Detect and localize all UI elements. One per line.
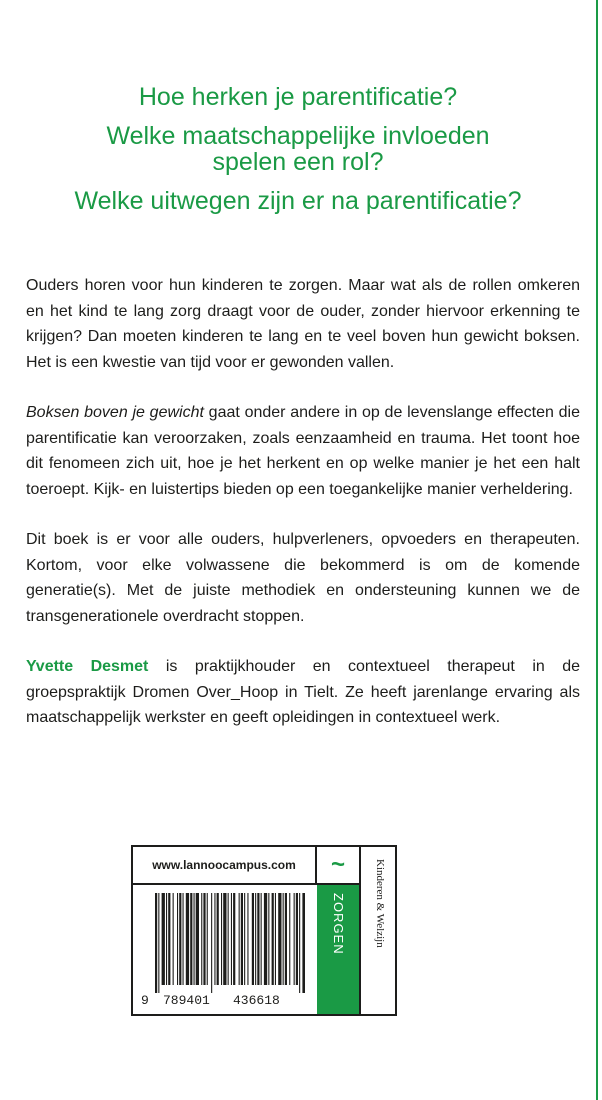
barcode-bar xyxy=(228,893,229,985)
barcode-bar xyxy=(264,893,267,985)
barcode-bar xyxy=(261,893,262,985)
barcode-bar xyxy=(155,893,157,993)
barcode-bar xyxy=(294,893,295,985)
barcode-bar xyxy=(233,893,235,985)
barcode-icon xyxy=(155,893,305,993)
paragraph-3: Dit boek is er voor alle ouders, hulpverleners, opvoeders en therapeuten. Kortom, voor elke volwassene die bekommerd is om de komende generatie(s). Met de juiste methodiek en ondersteuning kunnen we de transgenerationele overdracht stoppen. xyxy=(26,531,580,625)
barcode-bar xyxy=(299,893,300,993)
barcode-bar xyxy=(278,893,281,985)
subject-band xyxy=(317,885,359,1014)
isbn-first-digit: 9 xyxy=(141,993,149,1008)
barcode-bar xyxy=(211,893,212,993)
barcode-bar xyxy=(168,893,170,985)
author-bio xyxy=(26,654,580,731)
barcode-bar xyxy=(252,893,254,985)
publisher-logo-icon: ~ xyxy=(317,847,359,885)
barcode-bar xyxy=(275,893,276,985)
barcode-bar xyxy=(186,893,189,985)
barcode-bar xyxy=(201,893,202,985)
barcode-bar xyxy=(283,893,284,985)
isbn-group-2: 436618 xyxy=(233,993,280,1008)
barcode-bar xyxy=(268,893,269,985)
question-3: Welke uitwegen zijn er na parentificatie? xyxy=(74,187,522,215)
barcode-bar xyxy=(166,893,167,985)
category-band xyxy=(361,847,395,1014)
blurb xyxy=(26,273,580,756)
author-bio-text: is praktijkhouder en contextueel therapeut in de groepspraktijk Dromen Over_Hoop in Tielt. Ze heeft jarenlange ervaring als maatschappelijk werkster en geeft opleidingen in contextueel werk. xyxy=(26,658,580,726)
category-label: Kinderen & Welzijn xyxy=(374,859,386,948)
paragraph-1: Ouders horen voor hun kinderen te zorgen. Maar wat als de rollen omkeren en het kind te lang zorg draagt voor de ouder, zonder hiervoor erkenning te krijgen? Dan moeten kinderen te lang en te veel boven hun gewicht boksen. Het is een kwestie van tijd voor er gewonden vallen. xyxy=(26,277,580,371)
paragraph-2-text: gaat onder andere in op de levenslange effecten die parentificatie kan veroorzaken, zoals eenzaamheid en trauma. Het toont hoe dit fenomeen zich uit, hoe je het herkent en op welke manier je het een halt toeroept. Kijk- en luistertips bieden op een toegankelijke manier verheldering. xyxy=(26,404,581,498)
barcode-bar xyxy=(255,893,256,985)
barcode-bar xyxy=(196,893,199,985)
barcode-bar xyxy=(173,893,174,985)
barcode-bar xyxy=(241,893,243,985)
barcode-bar xyxy=(221,893,222,985)
book-title: Boksen boven je gewicht xyxy=(26,404,204,421)
question-2: Welke maatschappelijke invloeden spelen een rol? xyxy=(106,122,490,176)
subject-label: ZORGEN xyxy=(331,893,346,955)
barcode-bar xyxy=(158,893,159,993)
barcode-bar xyxy=(183,893,184,985)
paragraph-2 xyxy=(26,400,580,502)
publisher-url: www.lannoocampus.com xyxy=(133,847,317,885)
barcode-bar xyxy=(257,893,259,985)
barcode-bar xyxy=(217,893,219,985)
barcode-bar xyxy=(214,893,215,985)
barcode-block xyxy=(131,845,397,1016)
question-1: Hoe herken je parentificatie? xyxy=(138,83,458,111)
barcode-bar xyxy=(247,893,248,985)
barcode-bar xyxy=(272,893,274,985)
barcode-bar xyxy=(302,893,305,993)
barcode-bar xyxy=(296,893,298,985)
barcode-bar xyxy=(190,893,192,985)
barcode-bar xyxy=(179,893,181,985)
question-list xyxy=(0,84,596,227)
barcode-bar xyxy=(289,893,290,985)
barcode-bar xyxy=(207,893,208,985)
barcode-bar xyxy=(203,893,205,985)
barcode-bar xyxy=(244,893,245,985)
barcode-bar xyxy=(194,893,195,985)
author-name: Yvette Desmet xyxy=(26,658,149,675)
barcode-bar xyxy=(239,893,240,985)
spine-edge xyxy=(596,0,598,1100)
barcode-bar xyxy=(223,893,226,985)
barcode-bar xyxy=(231,893,232,985)
barcode-bar xyxy=(177,893,178,985)
barcode-bar xyxy=(162,893,165,985)
isbn-group-1: 789401 xyxy=(163,993,210,1008)
barcode-bar xyxy=(285,893,287,985)
